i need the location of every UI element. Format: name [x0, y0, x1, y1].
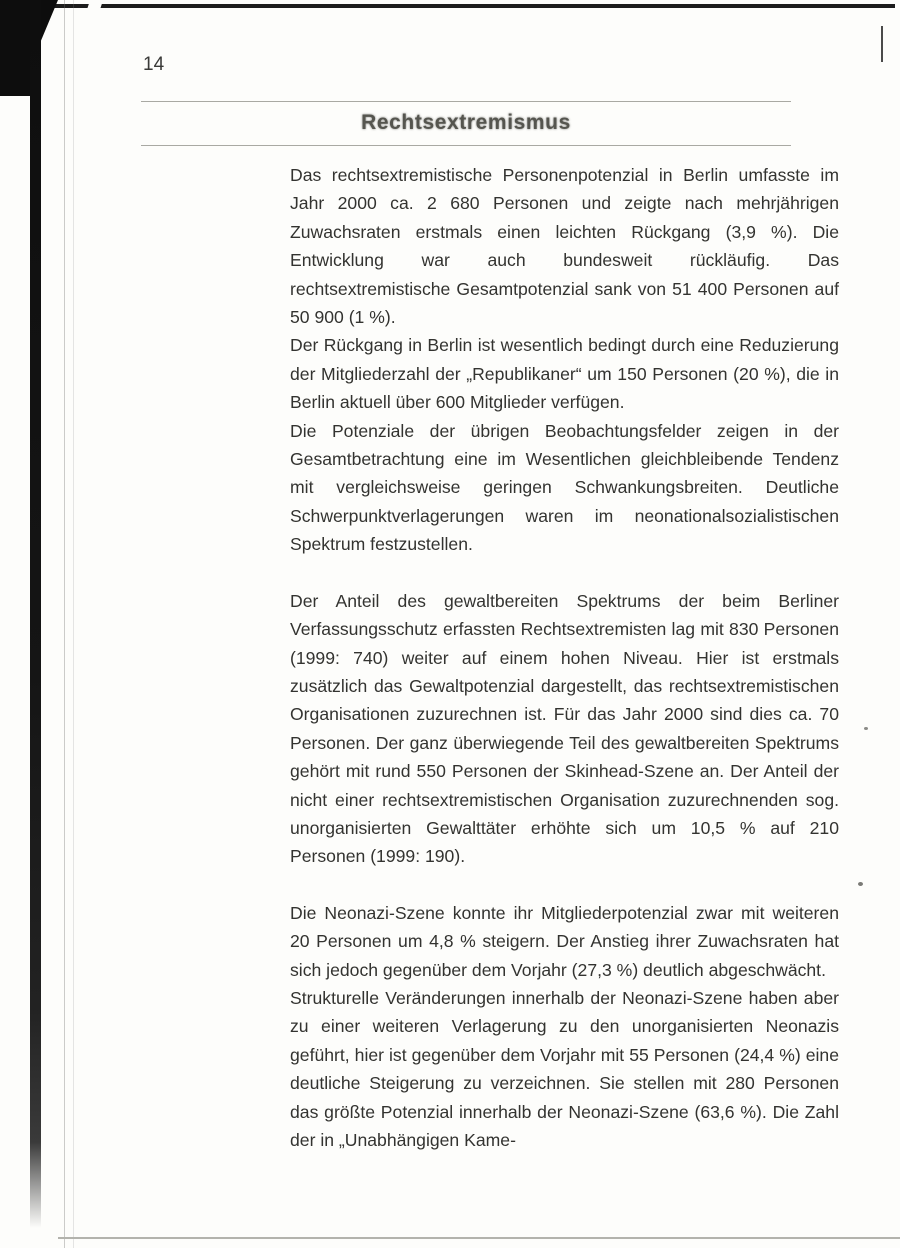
scan-binding-strip [30, 0, 41, 1228]
scan-top-edge-notch [87, 2, 103, 11]
scan-corner-shadow [0, 0, 58, 96]
scan-margin-speck-2 [858, 882, 863, 886]
paragraph-4: Der Anteil des gewaltbereiten Spektrums der beim Berliner Verfassungsschutz erfassten Rechtsextremisten lag mit 830 Personen (1999: 740) weiter auf einem hohen Niveau. Hier ist erstmals zusätzlich das Gewaltpotenzial dargestellt, das rechtsextremistischen Organisationen zuzurechnen ist. Für das Jahr 2000 sind dies ca. 70 Personen. Der ganz überwiegende Teil des gewaltbereiten Spektrums gehört mit rund 550 Personen der Skinhead-Szene an. Der Anteil der nicht einer rechtsextremistischen Organisation zuzurechnenden sog. unorganisierten Gewalttäter erhöhte sich um 10,5 % auf 210 Personen (1999: 190). [290, 590, 839, 867]
scan-margin-speck [864, 727, 868, 730]
paragraph-3: Die Potenziale der übrigen Beobachtungsfelder zeigen in der Gesamtbetrachtung eine im Wesentlichen gleichbleibende Tendenz mit vergleichsweise geringen Schwankungsbreiten. Deutliche Schwerpunktverlagerungen waren im neonationalsozialistischen Spektrum festzustellen. [290, 420, 839, 555]
page-number: 14 [143, 54, 165, 75]
paragraph-1: Das rechtsextremistische Personenpotenzial in Berlin umfasste im Jahr 2000 ca. 2 680 Personen und zeigte nach mehrjährigen Zuwachsraten erstmals einen leichten Rückgang (3,9 %). Die Entwicklung war auch bundesweit rückläufig. Das rechtsextremistische Gesamtpotenzial sank von 51 400 Personen auf 50 900 (1 %). [290, 165, 839, 328]
paragraph-5: Die Neonazi-Szene konnte ihr Mitgliederpotenzial zwar mit weiteren 20 Personen um 4,8 % steigern. Der Anstieg ihrer Zuwachsraten hat sich jedoch gegenüber dem Vorjahr (27,3 %) deutlich abgeschwächt. [290, 902, 839, 980]
heading-rule-top [141, 101, 791, 102]
section-heading-block [141, 101, 791, 146]
heading-rule-bottom [141, 145, 791, 146]
scan-right-margin-mark [881, 26, 883, 62]
scan-bottom-edge-line [58, 1237, 900, 1239]
scan-page-edge-line-2 [73, 0, 74, 1248]
paragraph-6: Strukturelle Veränderungen innerhalb der Neonazi-Szene haben aber zu einer weiteren Verlagerung zu den unorganisierten Neonazis geführt, hier ist gegenüber dem Vorjahr mit 55 Personen (24,4 %) eine deutliche Steigerung zu verzeichnen. Sie stellen mit 280 Personen das größte Potenzial innerhalb der Neonazi-Szene (63,6 %). Die Zahl der in „Unabhängigen Kame- [290, 987, 839, 1150]
section-heading: Rechtsextremismus [361, 111, 571, 134]
paragraph-2: Der Rückgang in Berlin ist wesentlich bedingt durch eine Reduzierung der Mitgliederzahl der „Republikaner“ um 150 Personen (20 %), die in Berlin aktuell über 600 Mitglieder verfügen. [290, 335, 839, 413]
scan-page-edge-line [64, 0, 65, 1248]
body-text [290, 161, 839, 1154]
scan-top-edge-line [0, 4, 895, 8]
